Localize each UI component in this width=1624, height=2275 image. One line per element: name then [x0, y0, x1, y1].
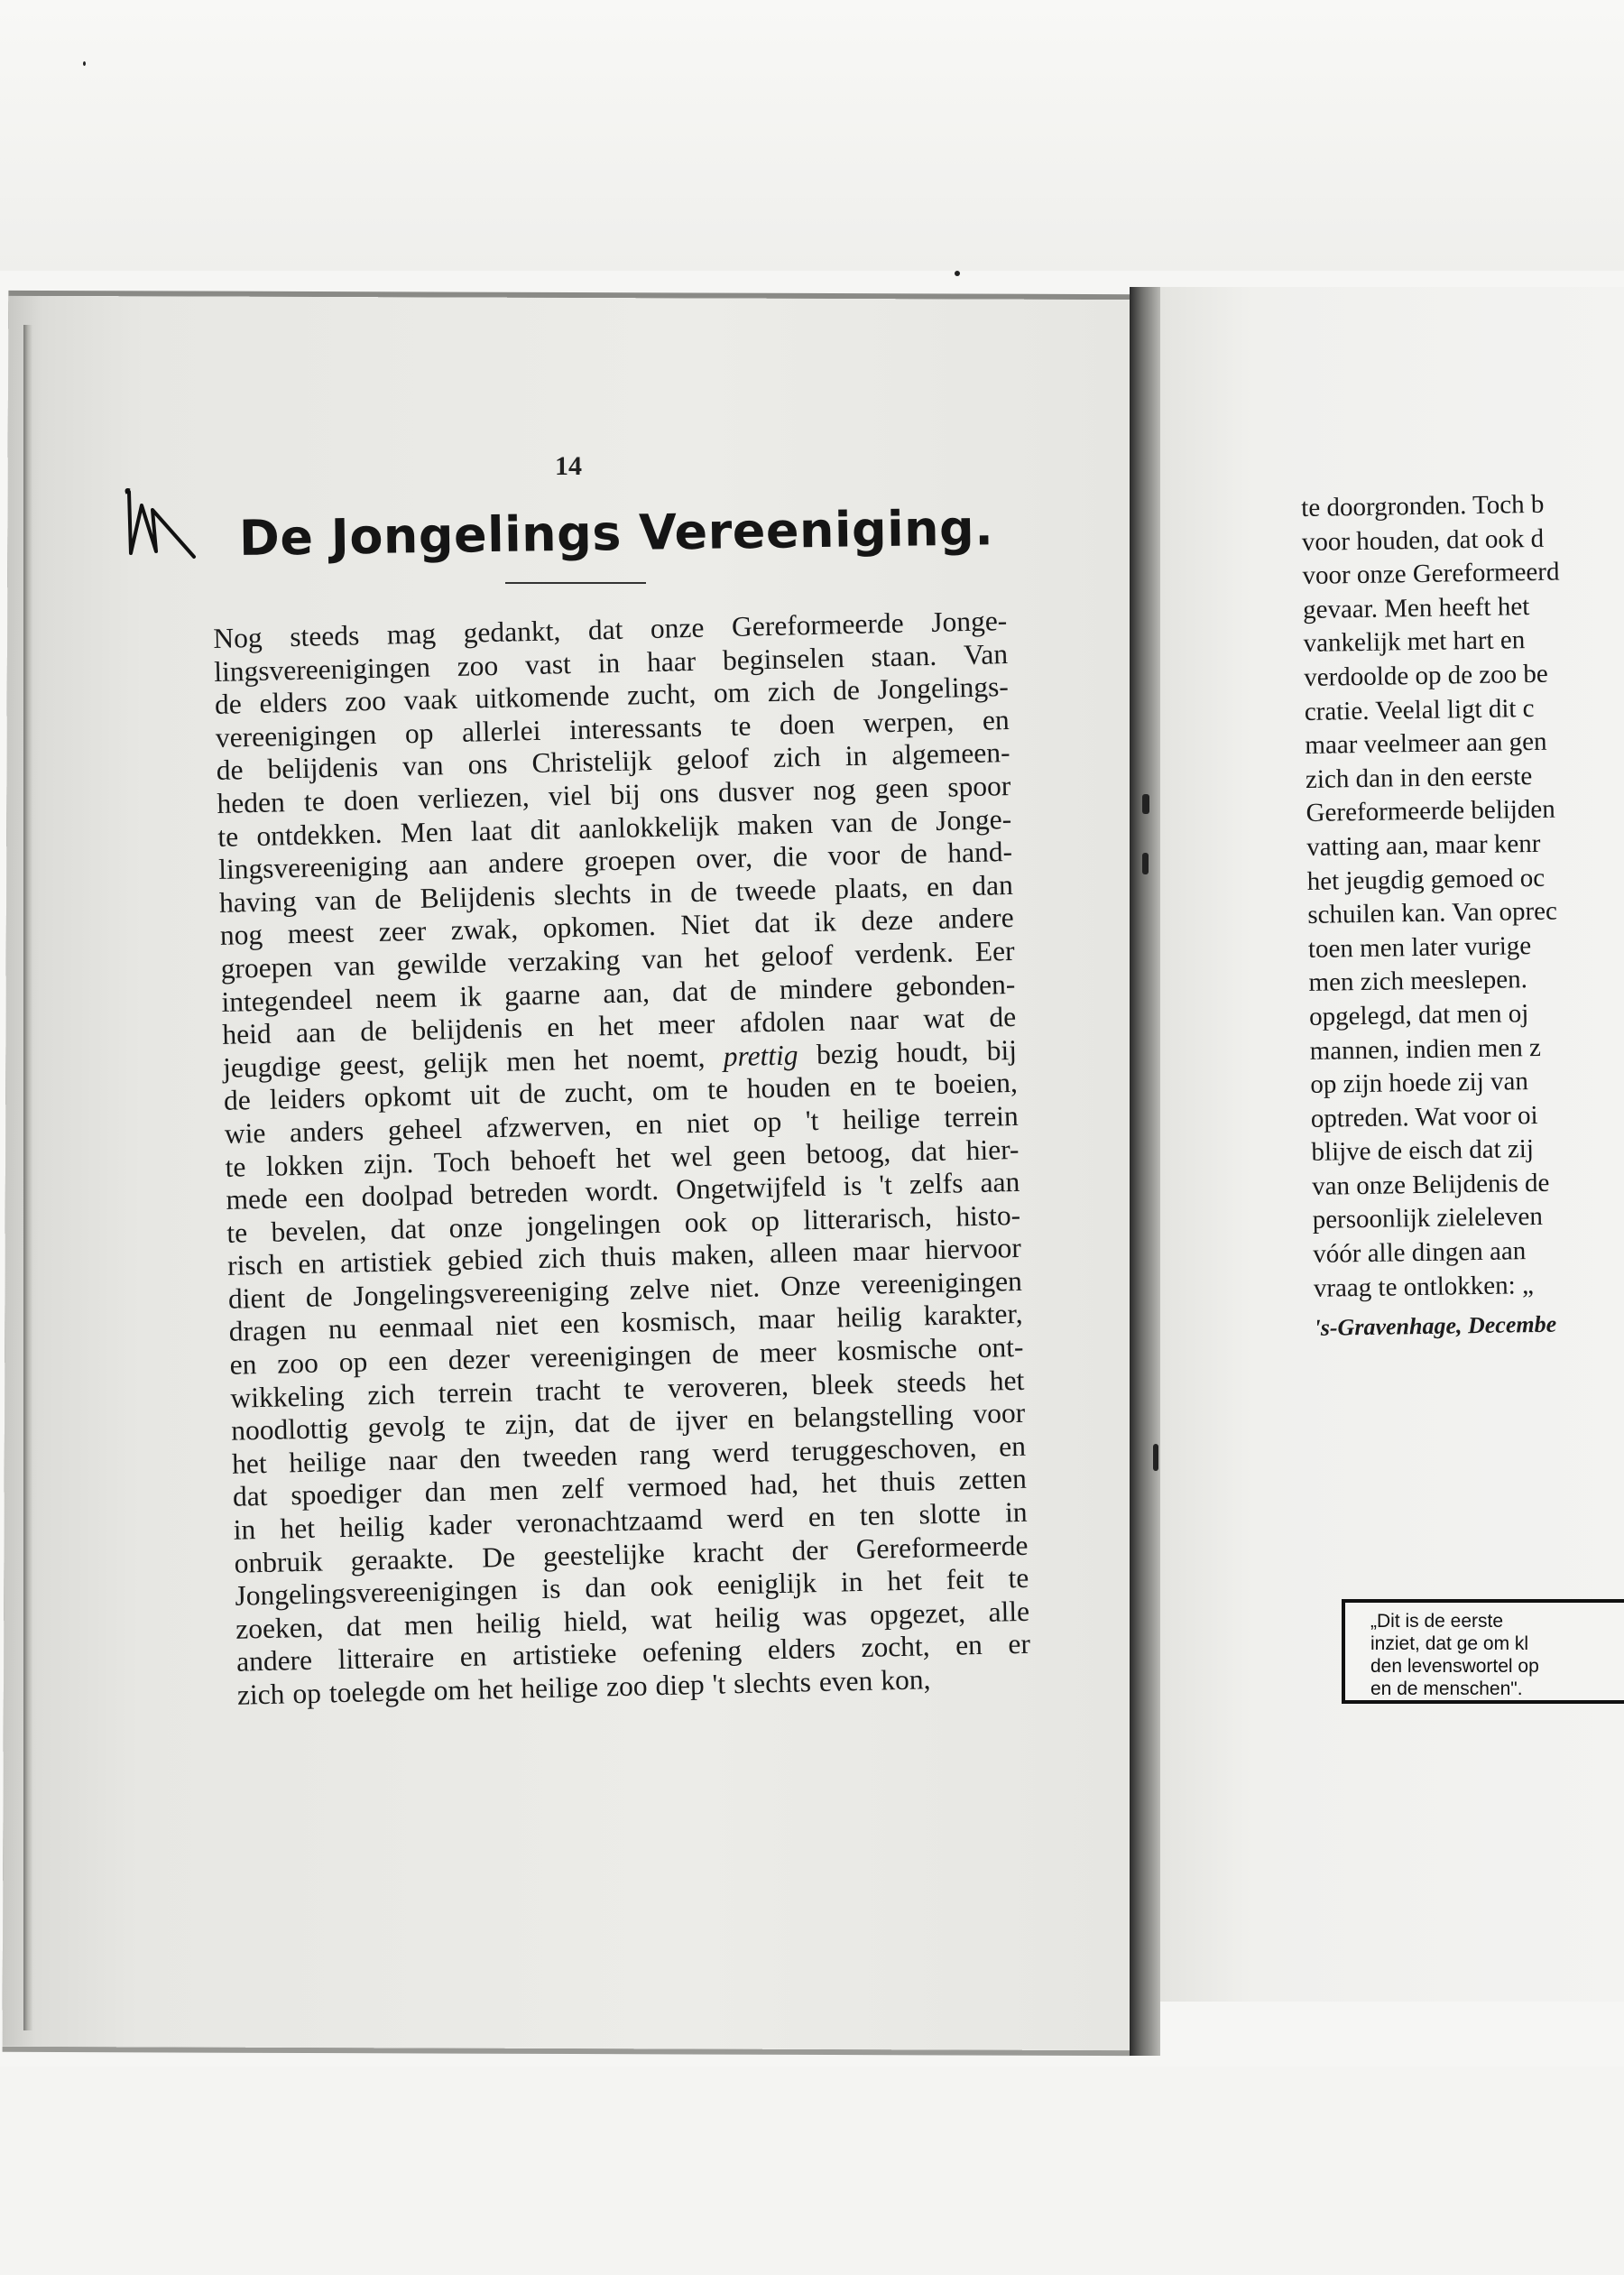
- right-page-line: toen men later vurige: [1307, 930, 1532, 964]
- right-page-lines: [1301, 486, 1624, 1306]
- paragraph-line: Jongelingsvereenigingen is dan ook eeniglijk in het feit te: [235, 1561, 1029, 1612]
- right-page-line: vankelijk met hart en: [1303, 625, 1526, 659]
- right-page-line: op zijn hoede zij van: [1310, 1067, 1529, 1100]
- right-page-line: optreden. Wat voor oi: [1310, 1100, 1538, 1133]
- right-page-line: schuilen kan. Van oprec: [1307, 896, 1558, 930]
- paragraph-line: de leiders opkomt uit de zucht, om te houden en te boeien,: [223, 1067, 1019, 1117]
- paragraph-line: groepen van gewilde verzaking van het geloof verdenk. Eer: [220, 934, 1015, 985]
- paragraph-line: heid aan de belijdenis en het meer afdolen naar wat de: [221, 1001, 1017, 1051]
- right-page-line: men zich meeslepen.: [1308, 965, 1528, 998]
- paragraph-line: en zoo op een dezer vereenigingen de meer kosmische ont-: [229, 1330, 1024, 1381]
- right-page-line: blijve de eisch dat zij: [1311, 1134, 1535, 1168]
- right-page-line: het jeugdig gemoed oc: [1306, 863, 1546, 896]
- paragraph-line: de elders zoo vaak uitkomende zucht, om zich de Jongelings-: [214, 670, 1010, 721]
- paragraph-line: te bevelen, dat onze jongelingen ook op litterarisch, histo-: [226, 1198, 1021, 1249]
- page-stack-edge: [23, 325, 32, 2030]
- right-page-line: mannen, indien men z: [1309, 1032, 1542, 1066]
- paragraph-line: lingsvereeniging aan andere groepen over, die voor de hand-: [217, 836, 1013, 886]
- scan-speck: [1142, 794, 1149, 814]
- paragraph-line: dat spoediger dan men zelf vermoed had, het thuis zetten: [232, 1463, 1028, 1513]
- right-page-line: voor onze Gereformeerd: [1302, 557, 1560, 591]
- page-number: 14: [555, 451, 582, 481]
- title-divider: [505, 582, 646, 584]
- right-page-line: gevaar. Men heeft het: [1302, 591, 1530, 624]
- right-page-line: verdoolde op de zoo be: [1303, 659, 1549, 692]
- scan-background-bottom: [0, 2067, 1624, 2275]
- right-page-line: vatting aan, maar kenr: [1306, 828, 1541, 862]
- handwritten-x-mark-icon: [122, 474, 203, 560]
- quote-line: inziet, dat ge om kl: [1370, 1633, 1529, 1654]
- right-page-line: voor houden, dat ook d: [1301, 523, 1545, 557]
- paragraph-line: integendeel neem ik gaarne aan, dat de mindere gebonden-: [221, 967, 1016, 1018]
- right-page-line: te doorgronden. Toch b: [1301, 489, 1545, 523]
- right-page-line: zich dan in den eerste: [1305, 761, 1533, 794]
- right-page-line: persoonlijk zieleleven: [1312, 1202, 1544, 1235]
- paragraph-line: Nog steeds mag gedankt, dat onze Gereformeerde Jonge-: [213, 605, 1008, 654]
- quote-line: „Dit is de eerste: [1370, 1611, 1504, 1632]
- paragraph-line: te lokken zijn. Toch behoeft het wel geen betoog, dat hier-: [225, 1133, 1020, 1183]
- scan-background-top: [0, 0, 1624, 271]
- paragraph-line: de belijdenis van ons Christelijk geloof zich in algemeen-: [216, 736, 1010, 787]
- scan-speck: [1153, 1444, 1158, 1471]
- paragraph-line: noodlottig gevolg te zijn, dat de ijver en belangstelling voor: [230, 1397, 1026, 1447]
- right-page-line: vraag te ontlokken: „: [1313, 1270, 1535, 1303]
- scan-speck: [1142, 853, 1149, 874]
- scan-speck: [83, 61, 86, 66]
- paragraph-line: vereenigingen op allerlei interessants te doen werpen, en: [215, 703, 1010, 754]
- paragraph-line: lingsvereenigingen zoo vast in haar beginselen staan. Van: [213, 637, 1009, 688]
- right-page-line: Gereformeerde belijden: [1306, 794, 1555, 828]
- paragraph-line: wie anders geheel afzwerven, en niet op 't heilige terrein: [224, 1099, 1019, 1150]
- paragraph-line: in het heilig kader veronachtzaamd werd en ten slotte in: [233, 1495, 1028, 1546]
- paragraph-line: zoeken, dat men heilig hield, wat heilig was opgezet, alle: [235, 1595, 1030, 1645]
- paragraph-line: wikkeling zich terrein tracht te veroveren, bleek steeds het: [230, 1364, 1025, 1414]
- quote-line: en de menschen".: [1370, 1679, 1523, 1699]
- paragraph-line: te ontdekken. Men laat dit aanlokkelijk maken van de Jonge-: [217, 802, 1012, 853]
- paragraph-line: mede een doolpad betreden wordt. Ongetwijfeld is 't zelfs aan: [226, 1165, 1020, 1216]
- paragraph-line: dient de Jongelingsvereeniging zelve niet. Onze vereenigingen: [227, 1264, 1023, 1315]
- paragraph-line: dragen nu eenmaal niet een kosmisch, maar heilig karakter,: [228, 1298, 1023, 1348]
- paragraph-line: onbruik geraakte. De geestelijke kracht der Gereformeerde: [234, 1529, 1029, 1579]
- right-page-line: vóór alle dingen aan: [1313, 1236, 1527, 1269]
- right-page-line: van onze Belijdenis de: [1311, 1168, 1550, 1201]
- paragraph-line: zich op toelegde om het heilige zoo diep 't slechts even kon,: [236, 1663, 931, 1711]
- right-page-text: [1301, 486, 1624, 1342]
- quote-box: [1342, 1599, 1624, 1704]
- paragraph-line: jeugdige geest, gelijk men het noemt, prettig bezig houdt, bij: [222, 1033, 1018, 1084]
- quote-line: den levenswortel op: [1370, 1656, 1539, 1677]
- scan-speck: [955, 271, 960, 276]
- paragraph-line: risch en artistiek gebied zich thuis maken, alleen maar hiervoor: [226, 1232, 1022, 1282]
- right-page-line: opgelegd, dat men oj: [1308, 999, 1529, 1031]
- paragraph-line: having van de Belijdenis slechts in de tweede plaats, en dan: [218, 868, 1014, 919]
- right-page-line: cratie. Veelal ligt dit c: [1304, 693, 1535, 726]
- paragraph-line: nog meest zeer zwak, opkomen. Niet dat ik deze andere: [219, 902, 1015, 952]
- paragraph-line: het heilige naar den tweeden rang werd teruggeschoven, en: [231, 1429, 1027, 1480]
- book-gutter: [1130, 287, 1160, 2056]
- paragraph-line: andere litteraire en artistieke oefening elders zocht, en er: [235, 1628, 1031, 1679]
- paragraph-line: heden te doen verliezen, viel bij ons dusver nog geen spoor: [217, 769, 1011, 819]
- signature-line: 's-Gravenhage, Decembe: [1314, 1310, 1557, 1342]
- article-title: De Jongelings Vereeniging.: [238, 499, 994, 567]
- right-page-line: maar veelmeer aan gen: [1305, 726, 1547, 761]
- article-body: [213, 605, 1031, 1712]
